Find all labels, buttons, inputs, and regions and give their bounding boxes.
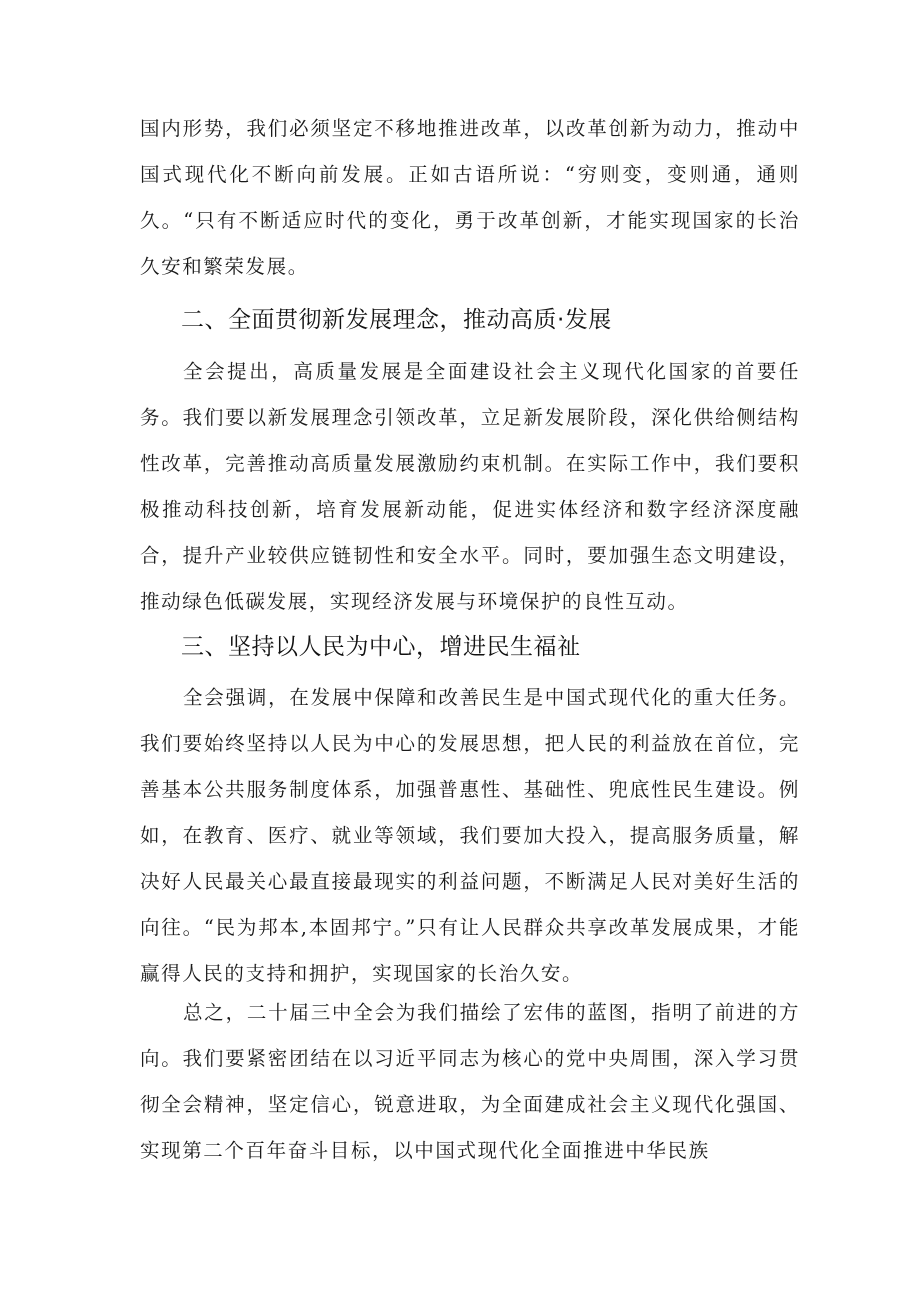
paragraph-text: 全会强调，在发展中保障和改善民生是中国式现代化的重大任务。我们要始终坚持以人民为中心的发展思想，把人民的利益放在首位，完善基本公共服务制度体系，加强普惠性、基础性、兜底性民生建设。例如，在教育、医疗、就业等领域，我们要加大投入，提高服务质量，解决好人民最关心最直接最现实的利益问题，不断满足人民对美好生活的向往。“民为邦本,本固邦宁。”只有让人民群众共享改革发展成果，才能赢得人民的支持和拥护，实现国家的长治久安。 [140,686,800,985]
paragraph-text: 总之，二十届三中全会为我们描绘了宏伟的蓝图，指明了前进的方向。我们要紧密团结在以习近平同志为核心的党中央周围，深入学习贯彻全会精神，坚定信心，锐意进取，为全面建成社会主义现代化强国、实现第二个百年奋斗目标，以中国式现代化全面推进中华民族 [140,1001,800,1162]
paragraph-section-2 [140,349,800,625]
heading-text: 二、全面贯彻新发展理念，推动高质·发展 [181,307,612,333]
paragraph-text: 国内形势，我们必须坚定不移地推进改革，以改革创新为动力，推动中国式现代化不断向前发展。正如古语所说：“穷则变，变则通，通则久。“只有不断适应时代的变化，勇于改革创新，才能实现国家的长治久安和繁荣发展。 [140,117,800,278]
heading-text: 三、坚持以人民为中心，增进民生福祉 [181,634,581,660]
paragraph-conclusion [140,990,800,1174]
paragraph-section-3 [140,675,800,997]
paragraph-intro-continued [140,106,800,290]
section-heading-3 [140,630,800,664]
paragraph-text: 全会提出，高质量发展是全面建设社会主义现代化国家的首要任务。我们要以新发展理念引领改革，立足新发展阶段，深化供给侧结构性改革，完善推动高质量发展激励约束机制。在实际工作中，我们要积极推动科技创新，培育发展新动能，促进实体经济和数字经济深度融合，提升产业较供应链韧性和安全水平。同时，要加强生态文明建设，推动绿色低碳发展，实现经济发展与环境保护的良性互动。 [140,360,800,613]
section-heading-2 [140,303,800,337]
